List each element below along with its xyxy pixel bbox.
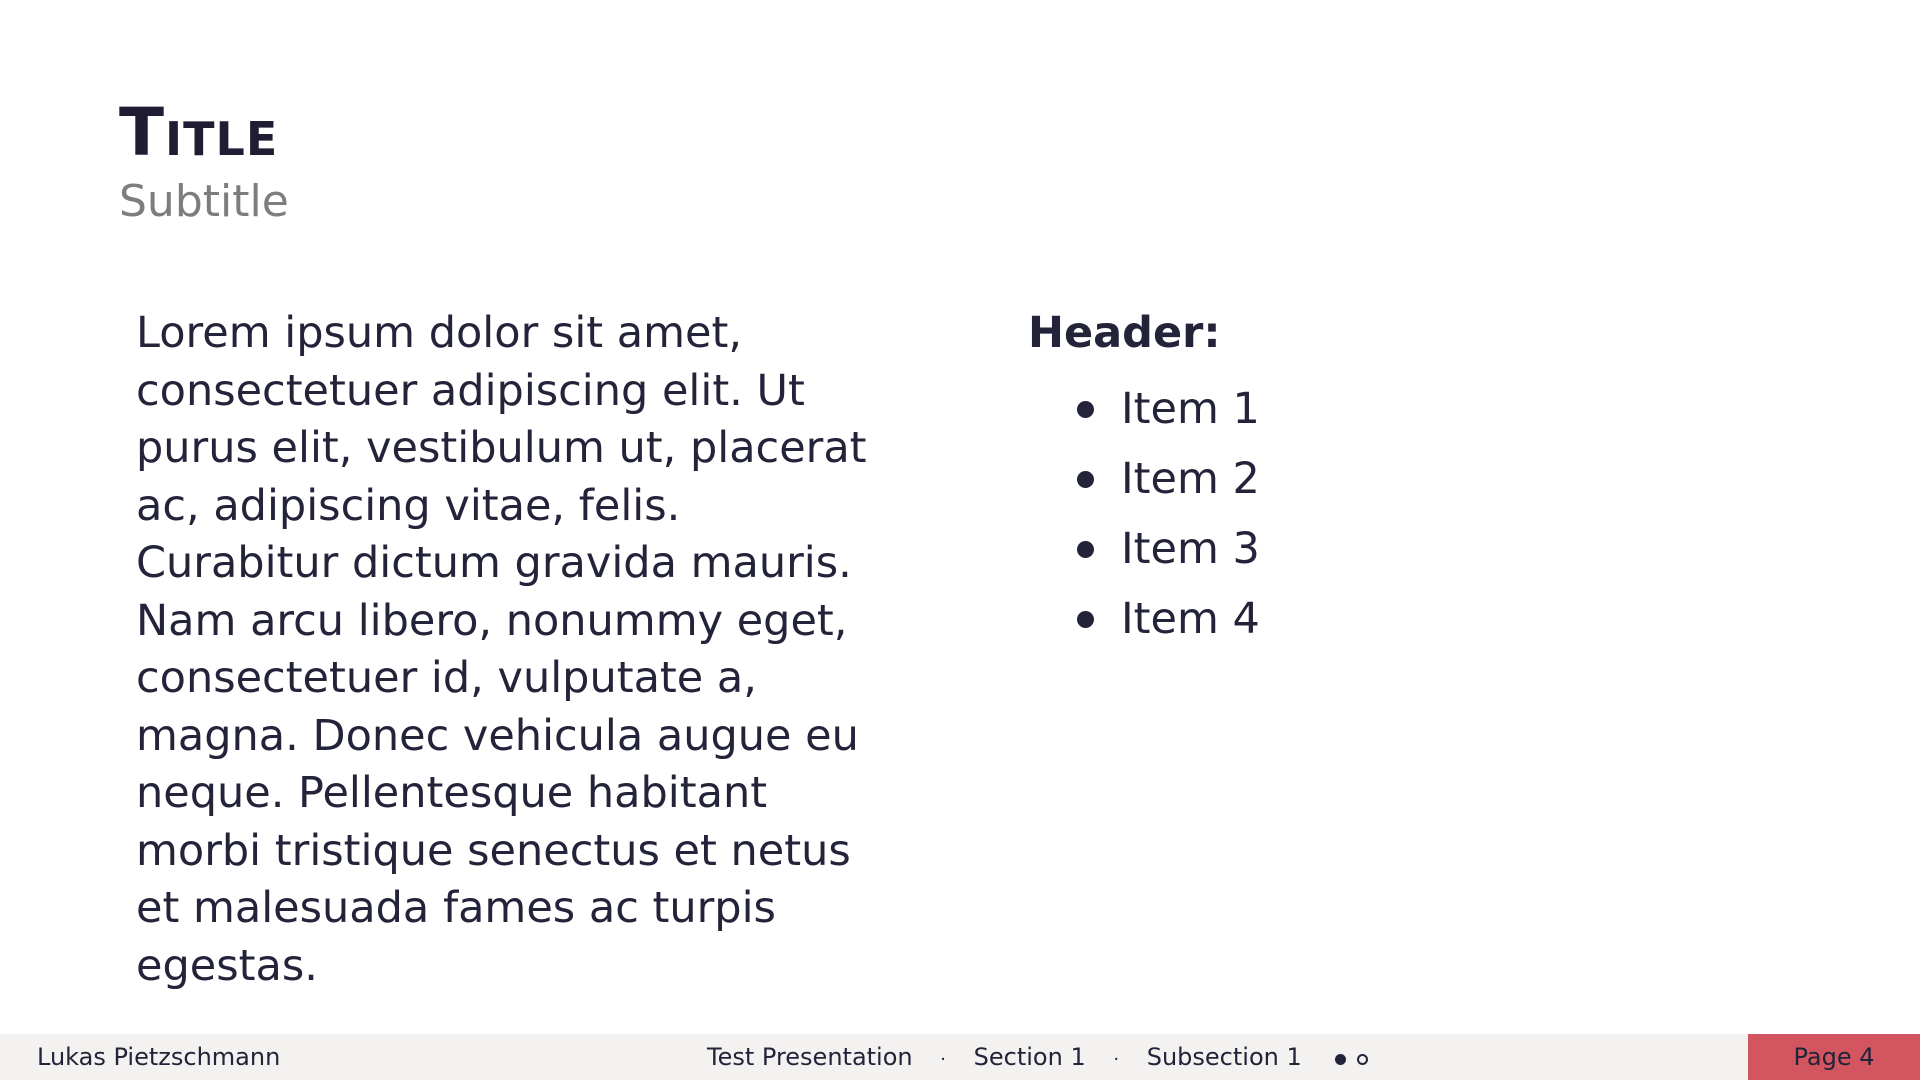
bullet-icon bbox=[1077, 541, 1094, 558]
footer-subsection-link[interactable]: Subsection 1 bbox=[1146, 1043, 1302, 1071]
footer-navigation bbox=[707, 1034, 1379, 1083]
list-item bbox=[1028, 584, 1260, 654]
list-item bbox=[1028, 514, 1260, 584]
frame-nav-dots bbox=[1335, 1035, 1379, 1081]
list-item bbox=[1028, 374, 1260, 444]
current-frame-dot-icon[interactable] bbox=[1335, 1054, 1346, 1065]
body-paragraph: Lorem ipsum dolor sit amet, consectetuer adipiscing elit. Ut purus elit, vestibulum ut, placerat ac, adipiscing vitae, felis. Curabitur dictum gravida mauris. Nam arcu libero, nonummy eget, consectetuer id, vulputate a, magna. Donec vehicula augue eu neque. Pellentesque habitant morbi tristique senectus et netus et malesuada fames ac turpis egestas. bbox=[136, 308, 867, 991]
footer-section-link[interactable]: Section 1 bbox=[973, 1043, 1086, 1071]
bullet-icon bbox=[1077, 611, 1094, 628]
bullet-icon bbox=[1077, 401, 1094, 418]
bullet-icon bbox=[1077, 471, 1094, 488]
footer-page-number: Page 4 bbox=[1748, 1034, 1920, 1080]
footer-presentation-title[interactable]: Test Presentation bbox=[707, 1043, 913, 1071]
list-item-label: Item 3 bbox=[1121, 523, 1260, 574]
list-item bbox=[1028, 444, 1260, 514]
list-header: Header: bbox=[1028, 308, 1221, 358]
list-item-label: Item 1 bbox=[1121, 383, 1260, 434]
bullet-list bbox=[1028, 374, 1260, 654]
footer-author: Lukas Pietzschmann bbox=[37, 1043, 281, 1071]
list-item-label: Item 4 bbox=[1121, 593, 1260, 644]
right-column bbox=[1028, 305, 1260, 654]
footer-separator: · bbox=[940, 1049, 946, 1070]
slide-subtitle: Subtitle bbox=[119, 176, 289, 227]
frame-dot-icon[interactable] bbox=[1357, 1054, 1368, 1065]
footer-bar bbox=[0, 1034, 1920, 1080]
list-item-label: Item 2 bbox=[1121, 453, 1260, 504]
slide-title: Title bbox=[119, 94, 279, 171]
footer-separator: · bbox=[1113, 1049, 1120, 1070]
